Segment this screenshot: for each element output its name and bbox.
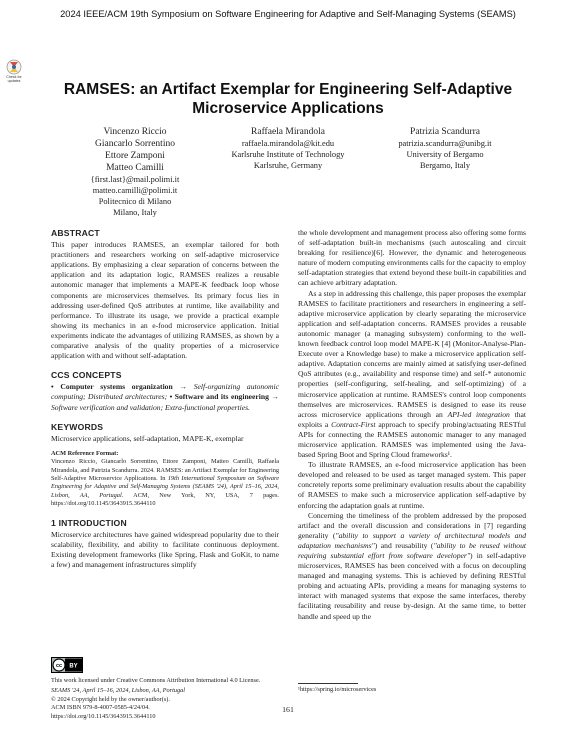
conference-header: 2024 IEEE/ACM 19th Symposium on Software Engineering for Adaptive and Self-Managing Systems (SEAMS) — [60, 9, 516, 19]
introduction-text: Microservice architectures have gained widespread popularity due to their scalability, flexibility, and ability to facilitate continuous deployment. Existing development frameworks (like Spring, Flask and GoKit, to name a few) and management infrastructures simplify — [51, 529, 279, 569]
author-name: Ettore Zamponi — [105, 151, 165, 161]
author-block-1 — [60, 126, 210, 218]
author-location: Bergamo, Italy — [419, 161, 471, 170]
author-name: Raffaela Mirandola — [251, 127, 325, 137]
right-column — [298, 228, 526, 622]
paragraph: To illustrate RAMSES, an e-food microservice application has been developed and released to be used as target managed system. This paper concretely reports some preliminary evaluation results about the capability of RAMSES to make such a microservice application self-adaptive by enforcing the adaptation goals at runtime. — [298, 460, 526, 510]
arrow: → — [271, 392, 279, 402]
title-line-1: RAMSES: an Artifact Exemplar for Engineering Self-Adaptive — [63, 81, 513, 98]
ccs-heading: CCS CONCEPTS — [51, 370, 122, 381]
footnote[interactable]: ¹https://spring.io/microservices — [298, 686, 377, 693]
venue-italic: SEAMS '24, April 15–16, 2024, Lisbon, AA, Portugal — [51, 687, 186, 695]
svg-text:cc: cc — [55, 663, 63, 669]
svg-text:BY: BY — [69, 663, 78, 670]
ccs-concept-2-detail: Software verification and validation; Extra-functional properties. — [51, 402, 250, 412]
text-run: ) in self-adaptive microservices, RAMSES has been conceived with a focus on decoupling managed and managing systems. This is achieved by defining RESTful probing and actuating APIs, providing a means for managing systems to interact with managed systems that expose the same interfaces, thereby facilitating reusability and reuse by-design. At the same time, to better handle and speed up the — [298, 551, 526, 621]
isbn-text: ACM ISBN 979-8-4007-0585-4/24/04. — [51, 704, 150, 712]
author-name: Matteo Camilli — [106, 163, 164, 173]
abstract-text: This paper introduces RAMSES, an exemplar tailored for both practitioners and researchers working on self-adaptive microservice applications. By emphasizing a clear separation of concerns between the application and its adaptation logic, RAMSES realizes a reusable autonomic manager that implements a MAPE-K feedback loop whose components are microservices themselves. Its primary focus lies in addressing user-defined QoS attributes at runtime, like availability and performance. To illustrate its usage, we provide a practical example showing its mechanics in an e-food microservice application. Initial experiments indicate the advantages of utilizing RAMSES, as shown by a comparative analysis of the quality properties of a microservice application with and without self-adaptation. — [51, 240, 279, 361]
paragraph — [298, 289, 526, 461]
creative-commons-icon — [51, 657, 83, 673]
emphasis: API-led integration — [447, 409, 510, 419]
paper-title — [60, 80, 516, 118]
ccs-concept-1-detail: Self-organizing autonomic computing; Distributed architectures; — [51, 382, 279, 402]
author-email: matteo.camilli@polimi.it — [92, 186, 178, 195]
acm-reference-text: Vincenzo Riccio, Giancarlo Sorrentino, Ettore Zamponi, Matteo Camilli, Raffaela Mirandola, and Patrizia Scandurra. 2024. RAMSES: an Artifact Exemplar for Engineering Self-Adaptive Microservice Applications. In — [51, 458, 279, 482]
author-name: Giancarlo Sorrentino — [95, 139, 175, 149]
bookmark-icon — [4, 58, 24, 88]
title-line-2: Microservice Applications — [192, 100, 384, 117]
acm-reference — [51, 450, 279, 509]
author-email: patrizia.scandurra@unibg.it — [398, 139, 492, 148]
text-run: ) and reusability ( — [374, 540, 434, 550]
quote: "ability to be reused without requiring substantial effort from software developer" — [298, 540, 526, 560]
acm-reference-heading: ACM Reference Format: — [51, 449, 119, 457]
author-affiliation: Karlsruhe Institute of Technology — [231, 150, 345, 159]
footnote-rule — [298, 683, 358, 684]
copyright-text: © 2024 Copyright held by the owner/author(s). — [51, 695, 170, 703]
paragraph: the whole development and management process also offering some forms of self-adaptation built-in mechanisms (such autoscaling and circuit breaking for resilience)[6]. However, the dynamic and heterogeneous nature of modern computing environments calls for the capacity to employ self-adaptation strategies that extend beyond these built-in capabilities and can achieve arbitrary adaptation. — [298, 228, 526, 288]
badge-label: Check for updates — [6, 75, 22, 83]
text-run: approach to specify probing/actuating RESTful APIs for connecting the RAMSES autonomic manager to any managed microservice application. RAMSES was implemented using the Java-based Spring Boot and Spring Cloud frameworks¹. — [298, 419, 526, 460]
paragraph — [298, 511, 526, 622]
author-location: Karlsruhe, Germany — [253, 161, 323, 170]
author-location: Milano, Italy — [113, 208, 157, 217]
keywords-heading: KEYWORDS — [51, 421, 104, 432]
author-block-2 — [212, 126, 364, 171]
acm-reference-venue: 19th International Symposium on Software Engineering for Adaptive and Self-Managing Systems (SEAMS '24), April 15–16, 2024, Lisbon, AA, Portugal. — [51, 475, 279, 499]
author-affiliation: Politecnico di Milano — [98, 197, 172, 206]
abstract-heading: ABSTRACT — [51, 228, 100, 238]
license-text: This work licensed under Creative Commons Attribution International 4.0 License. — [51, 677, 261, 684]
author-block-3 — [370, 126, 520, 171]
doi-link[interactable]: https://doi.org/10.1145/3643915.3644110 — [51, 712, 156, 720]
emphasis: Contract-First — [331, 419, 376, 429]
introduction-heading: 1 INTRODUCTION — [51, 517, 127, 528]
license-block — [51, 677, 281, 721]
arrow: → — [179, 382, 187, 392]
acm-reference-doi: ACM, New York, NY, USA, 7 pages. https://doi.org/10.1145/3643915.3644110 — [51, 491, 279, 508]
ccs-concepts — [51, 382, 279, 412]
author-name: Vincenzo Riccio — [103, 127, 167, 137]
text-run: Concerning the timeliness of the problem addressed by the proposed artifact and the overall discussion and considerations in [7] regarding generality ( — [298, 510, 526, 540]
author-affiliation: University of Bergamo — [406, 150, 484, 159]
text-run: As a step in addressing this challenge, this paper proposes the exemplar RAMSES to facilitate practitioners and researchers in engineering a self-adaptive microservice application by clearly separating the microservice application and self-adaptation concerns. RAMSES provides a reusable autonomic manager (a managing subsystem) conforming to the well-known feedback control loop model MAPE-K [4] (Monitor-Analyse-Plan-Execute over a Knowledge base) to make a microservice application self-adaptive. Adaptation concerns are mainly aimed at satisfying user-defined QoS attributes (e.g., availability and response time) and self-* autonomic properties (self-configuring, self-healing, and self-optimizing) of a microservice application at runtime. RAMSES's control loop components themselves are microservices. RAMSES is designed to ease its reuse across microservice applications through an — [298, 288, 526, 419]
author-name: Patrizia Scandurra — [410, 127, 480, 137]
page-number: 161 — [282, 705, 294, 714]
cc-license-logo[interactable] — [51, 657, 83, 678]
quote: "ability to support a variety of architectural models and adaptation mechanisms" — [298, 530, 526, 550]
check-for-updates-badge[interactable] — [4, 58, 24, 88]
keywords-text: Microservice applications, self-adaptation, MAPE-K, exemplar — [51, 433, 244, 443]
ccs-concept-2: • Software and its engineering — [169, 392, 269, 402]
author-email: raffaela.mirandola@kit.edu — [241, 139, 335, 148]
ccs-concept-1: • Computer systems organization — [51, 382, 173, 392]
left-column — [51, 228, 279, 570]
venue-text — [51, 687, 281, 695]
text-run: that exploits a — [298, 409, 526, 429]
author-email: {first.last}@mail.polimi.it — [90, 175, 180, 184]
